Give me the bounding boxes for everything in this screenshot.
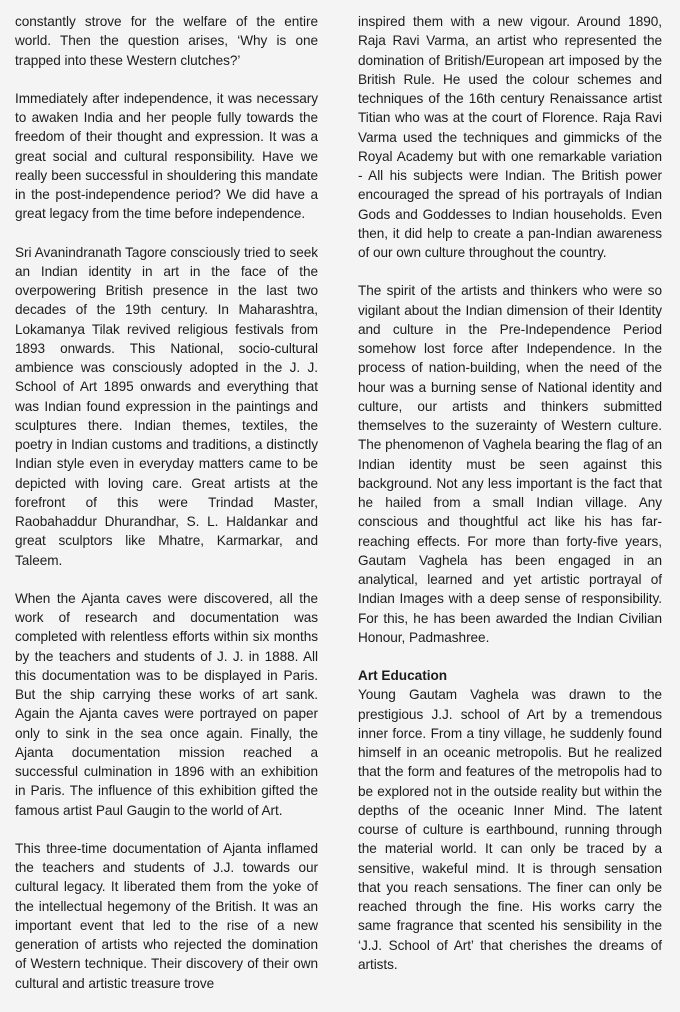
- paragraph-spirit-of-artists: The spirit of the artists and thinkers who were so vigilant about the Indian dimension of their Identity and culture in the Pre-Independence Period somehow lost force after Independence. In the process of nation-building, when the need of the hour was a burning sense of National identity and culture, our artists and thinkers submitted themselves to the suzerainty of Western culture. The phenomenon of Vaghela bearing the flag of an Indian identity must be seen against this background. Not any less important is the fact that he hailed from a small Indian village. Any conscious and thoughtful act like his has far-reaching effects. For more than forty-five years, Gautam Vaghela has been engaged in an analytical, learned and yet artistic portrayal of Indian Images with a deep sense of responsibility. For this, he has been awarded the Indian Civilian Honour, Padmashree.: [358, 283, 662, 645]
- paragraph-ajanta-caves: When the Ajanta caves were discovered, all the work of research and documentation was completed with relentless efforts within six months by the teachers and students of J. J. in 1888. All this documentation was to be displayed in Paris. But the ship carrying these works of art sank. Again the Ajanta caves were portrayed on paper only to sink in the sea once again. Finally, the Ajanta documentation mission reached a successful culmination in 1896 with an exhibition in Paris. The influence of this exhibition gifted the famous artist Paul Gaugin to the world of Art.: [15, 590, 318, 818]
- left-column: [15, 12, 318, 1012]
- paragraph-western-clutches: constantly strove for the welfare of the entire world. Then the question arises, ‘Why is one trapped into these Western clutches?’: [15, 14, 318, 68]
- paragraph-ajanta-documentation: This three-time documentation of Ajanta inflamed the teachers and students of J.J. towards our cultural legacy. It liberated them from the yoke of the intellectual hegemony of the British. It was an important event that led to the rise of a new generation of artists who rejected the domination of Western technique. Their discovery of their own cultural and artistic treasure trove: [15, 840, 318, 991]
- paragraph-art-education: Young Gautam Vaghela was drawn to the prestigious J.J. school of Art by a tremendous inner force. From a tiny village, he suddenly found himself in an oceanic metropolis. But he realized that the form and features of the metropolis had to be explored not in the outside reality but within the depths of the oceanic Inner Mind. The latent course of culture is earthbound, running through the material world. It can only be traced by a sensitive, wakeful mind. It is through sensation that you reach sensations. The finer can only be reached through the fine. His works carry the same fragrance that scented his sensibility in the ‘J.J. School of Art’ that cherishes the dreams of artists.: [358, 687, 662, 972]
- paragraph-raja-ravi-varma: inspired them with a new vigour. Around 1890, Raja Ravi Varma, an artist who represented the domination of British/European art imposed by the British Rule. He used the colour schemes and techniques of the 16th century Renaissance artist Titian who was at the court of Florence. Raja Ravi Varma used the techniques and gimmicks of the Royal Academy but with one remarkable variation - All his subjects were Indian. The British power encouraged the spread of his portrayals of Indian Gods and Goddesses to Indian households. Even then, it did help to create a pan-Indian awareness of our own culture throughout the country.: [358, 14, 662, 260]
- right-column: [358, 12, 662, 993]
- section-heading-art-education: Art Education: [358, 668, 448, 683]
- paragraph-after-independence: Immediately after independence, it was necessary to awaken India and her people fully towards the freedom of their thought and expression. It was a great social and cultural responsibility. Have we really been successful in shouldering this mandate in the post-independence period? We did have a great legacy from the time before independence.: [15, 90, 318, 222]
- paragraph-tagore-identity: Sri Avanindranath Tagore consciously tried to seek an Indian identity in art in the face of the overpowering British presence in the last two decades of the 19th century. In Maharashtra, Lokamanya Tilak revived religious festivals from 1893 onwards. This National, socio-cultural ambience was consciously adopted in the J. J. School of Art 1895 onwards and everything that was Indian found expression in the paintings and sculptures there. Indian themes, textiles, the poetry in Indian customs and traditions, a distinctly Indian style even in everyday matters came to be depicted with loving care. Great artists at the forefront of this were Trindad Master, Raobahaddur Dhurandhar, S. L. Haldankar and great sculptors like Mhatre, Karmarkar, and Taleem.: [15, 244, 318, 568]
